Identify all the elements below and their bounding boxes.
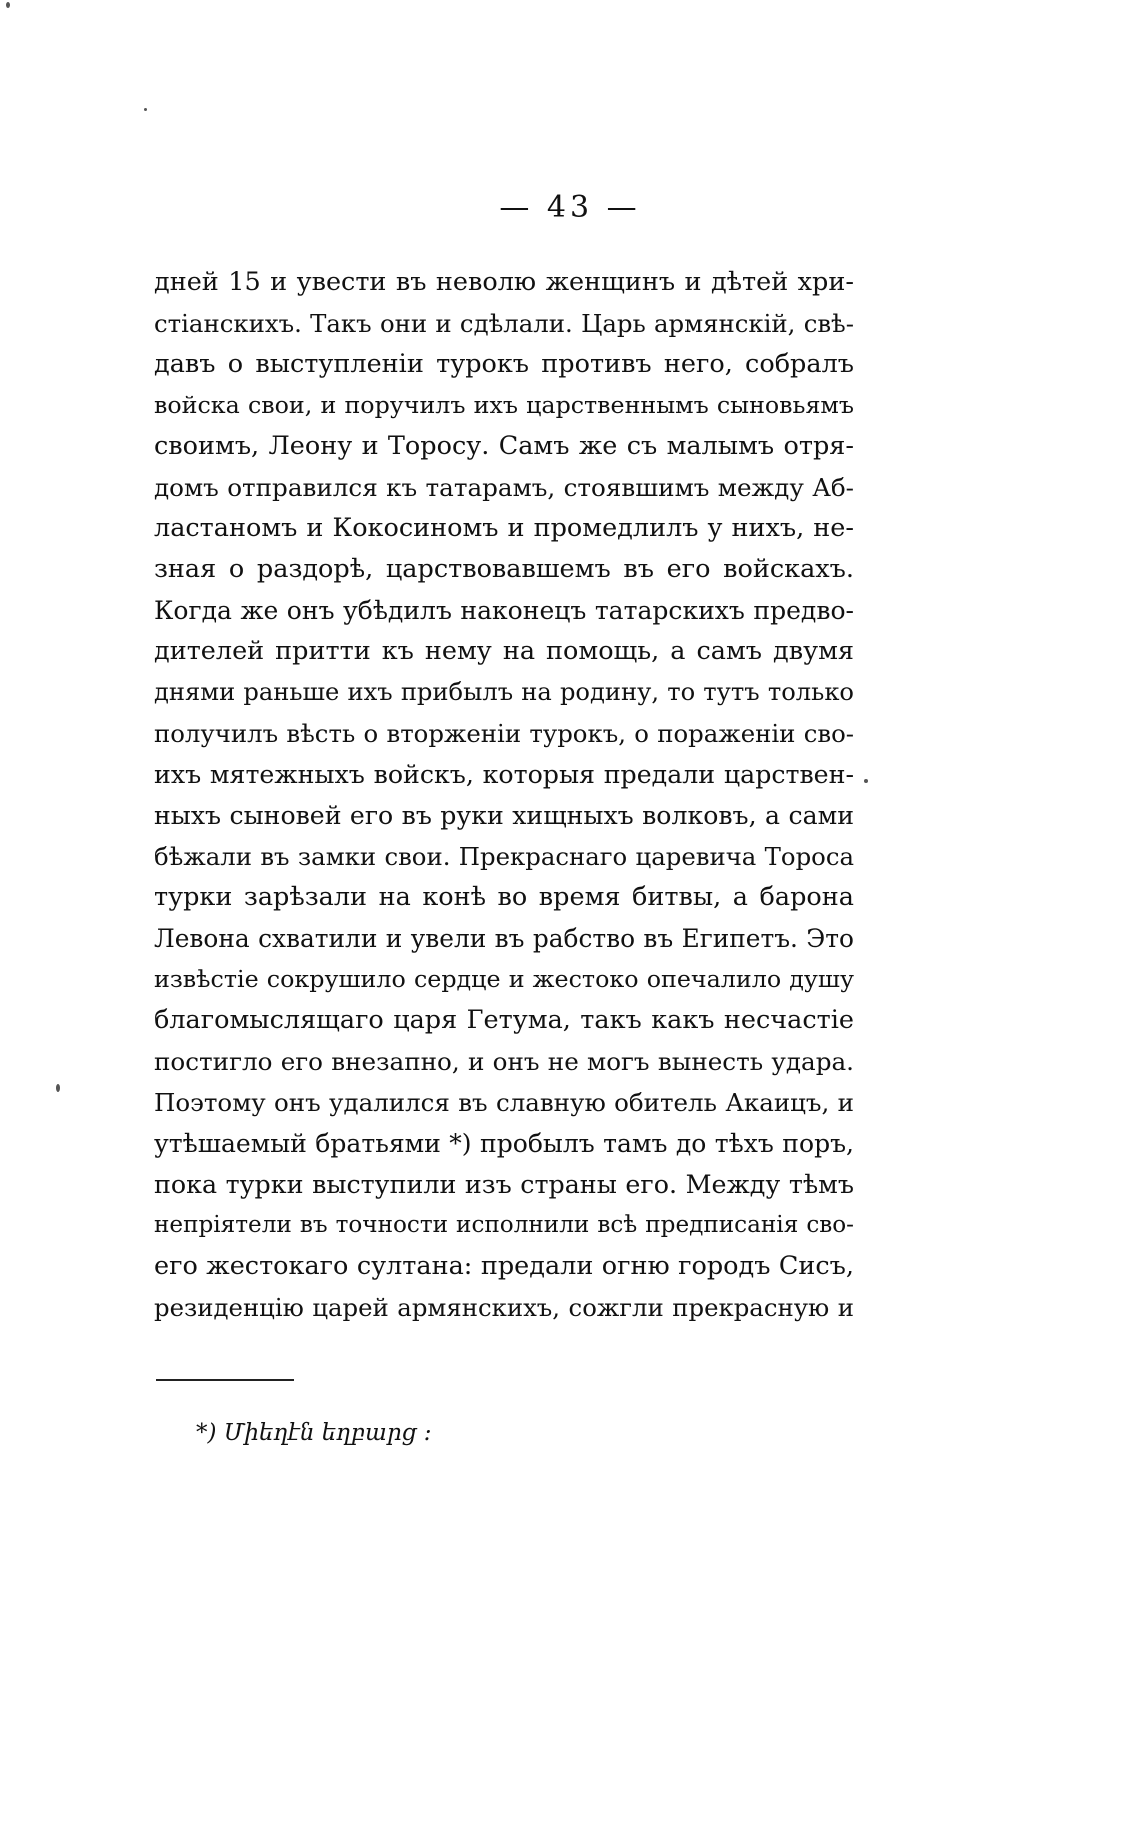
text-line: зная о раздорѣ, царствовавшемъ въ его войскахъ. [154, 554, 854, 584]
text-line: дней 15 и увести въ неволю женщинъ и дѣтей хри- [154, 267, 854, 297]
scan-speck [56, 1084, 60, 1092]
text-line: днями раньше ихъ прибылъ на родину, то тутъ только [154, 678, 854, 706]
text-line: турки зарѣзали на конѣ во время битвы, а барона [154, 882, 854, 912]
text-line: ластаномъ и Кокосиномъ и промедлилъ у нихъ, не- [154, 513, 854, 543]
text-line: благомыслящаго царя Гетума, такъ какъ несчастіе [154, 1005, 854, 1035]
footnote: *) Միեղէն եղբարց ։ [196, 1420, 432, 1446]
text-line: дителей притти къ нему на помощь, а самъ двумя [154, 636, 854, 666]
text-line: домъ отправился къ татарамъ, стоявшимъ между Аб- [154, 473, 854, 502]
text-line: получилъ вѣсть о вторженіи турокъ, о пораженіи сво- [154, 719, 854, 748]
text-line: ихъ мятежныхъ войскъ, которыя предали царствен- [154, 760, 854, 789]
scan-speck [864, 779, 868, 783]
scan-speck [144, 108, 147, 111]
text-line: Когда же онъ убѣдилъ наконецъ татарскихъ предво- [154, 596, 854, 625]
text-line: давъ о выступленіи турокъ противъ него, собралъ [154, 349, 854, 379]
footnote-divider [156, 1379, 294, 1381]
text-line: извѣстіе сокрушило сердце и жестоко опечалило душу [154, 965, 854, 993]
text-line: Левона схватили и увели въ рабство въ Египетъ. Это [154, 924, 854, 953]
page-number: — 43 — [499, 190, 641, 225]
text-line: войска свои, и поручилъ ихъ царственнымъ сыновьямъ [154, 391, 854, 419]
text-line: бѣжали въ замки свои. Прекраснаго царевича Тороса [154, 842, 854, 871]
text-line: утѣшаемый братьями *) пробылъ тамъ до тѣхъ поръ, [154, 1129, 854, 1158]
text-line: пока турки выступили изъ страны его. Между тѣмъ [154, 1169, 854, 1199]
text-line: постигло его внезапно, и онъ не могъ вынесть удара. [154, 1047, 854, 1076]
text-line: Поэтому онъ удалился въ славную обитель Акаицъ, и [154, 1088, 854, 1117]
text-line: резиденцію царей армянскихъ, сожгли прекрасную и [154, 1293, 854, 1322]
text-line: стіанскихъ. Такъ они и сдѣлали. Царь армянскій, свѣ- [154, 309, 854, 338]
main-text [154, 262, 854, 1328]
text-line: его жестокаго султана: предали огню городъ Сисъ, [154, 1251, 854, 1281]
text-line: непріятели въ точности исполнили всѣ предписанія сво- [154, 1212, 854, 1238]
scan-speck [6, 2, 10, 8]
text-line: своимъ, Леону и Торосу. Самъ же съ малымъ отря- [154, 431, 854, 461]
text-line: ныхъ сыновей его въ руки хищныхъ волковъ, а сами [154, 801, 854, 830]
